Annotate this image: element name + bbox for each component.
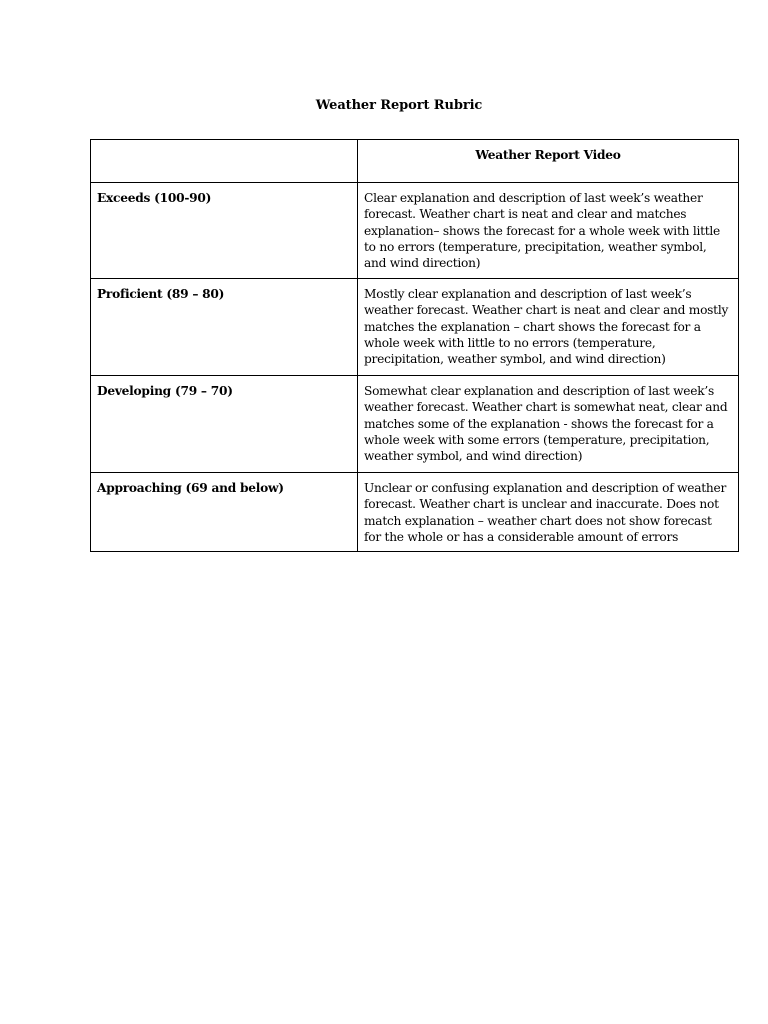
level-description-exceeds: Clear explanation and description of last week’s weather forecast. Weather chart is neat and clear and matches explanation– shows the forecast for a whole week with little to no errors (temperature, precipitation, weather symbol, and wind direction) xyxy=(358,183,739,279)
level-description-approaching: Unclear or confusing explanation and description of weather forecast. Weather chart is unclear and inaccurate. Does not match explanation – weather chart does not show forecast for the whole or has a considerable amount of errors xyxy=(358,473,739,552)
rubric-row-approaching xyxy=(91,473,739,552)
level-label-exceeds: Exceeds (100-90) xyxy=(91,183,358,279)
rubric-header-row xyxy=(91,140,739,183)
rubric-table xyxy=(90,139,739,552)
level-description-proficient: Mostly clear explanation and description of last week’s weather forecast. Weather chart is neat and clear and mostly matches the explanation – chart shows the forecast for a whole week with little to no errors (temperature, precipitation, weather symbol, and wind direction) xyxy=(358,279,739,376)
rubric-row-developing xyxy=(91,376,739,473)
page-title: Weather Report Rubric xyxy=(315,98,483,113)
rubric-row-exceeds xyxy=(91,183,739,279)
rubric-row-proficient xyxy=(91,279,739,376)
level-label-approaching: Approaching (69 and below) xyxy=(91,473,358,552)
level-label-proficient: Proficient (89 – 80) xyxy=(91,279,358,376)
level-description-developing: Somewhat clear explanation and description of last week’s weather forecast. Weather chart is somewhat neat, clear and matches some of the explanation - shows the forecast for a whole week with some errors (temperature, precipitation, weather symbol, and wind direction) xyxy=(358,376,739,473)
rubric-header-blank-cell xyxy=(91,140,358,183)
rubric-criterion-header: Weather Report Video xyxy=(358,140,739,183)
level-label-developing: Developing (79 – 70) xyxy=(91,376,358,473)
